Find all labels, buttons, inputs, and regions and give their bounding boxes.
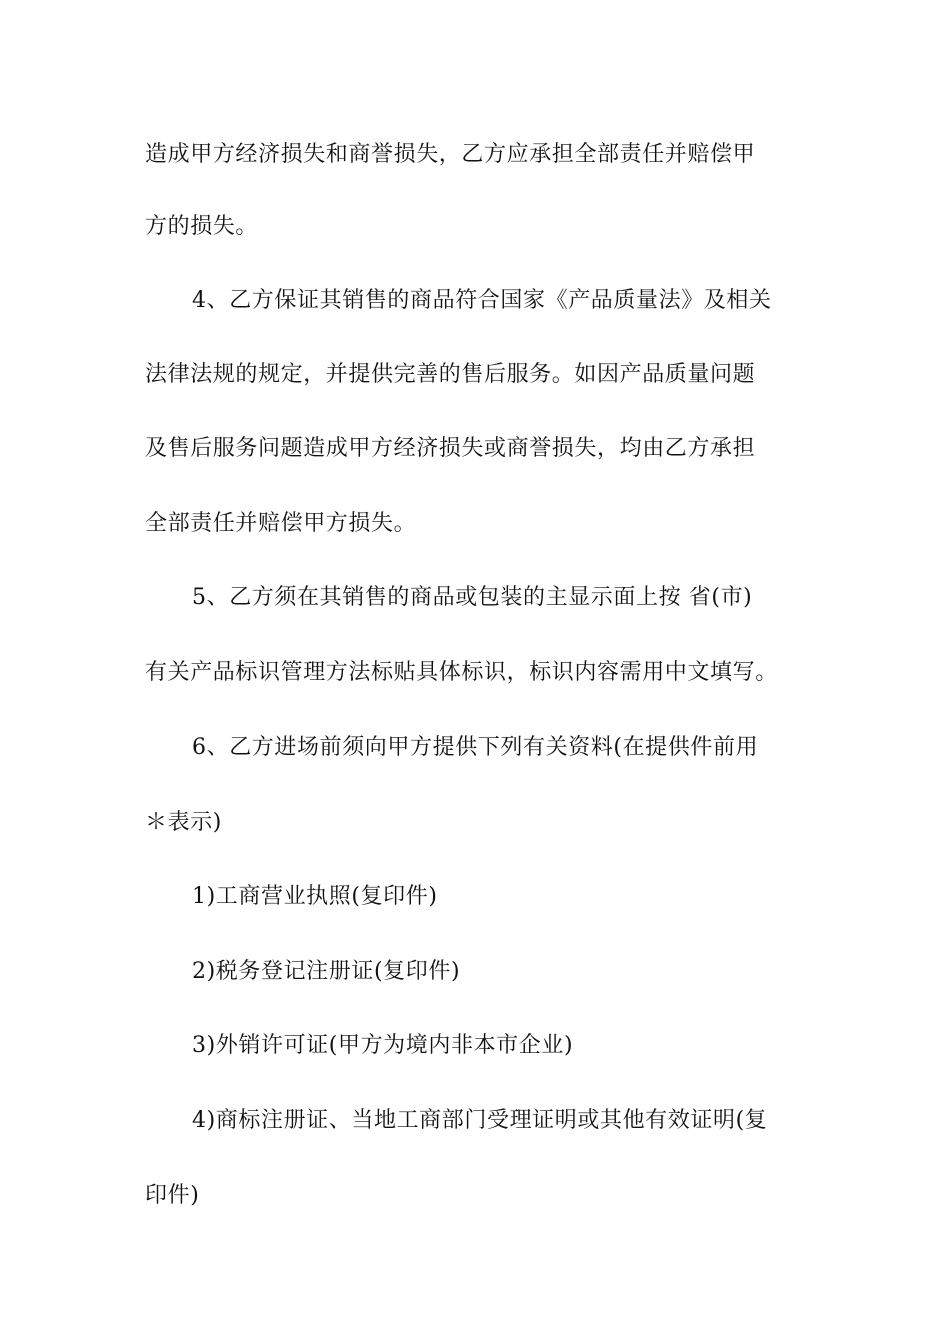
text-line: ＊表示) (145, 810, 222, 835)
list-item: 4)商标注册证、当地工商部门受理证明或其他有效证明(复 (192, 1108, 768, 1133)
text-line: 方的损失。 (145, 214, 259, 239)
text-line: 造成甲方经济损失和商誉损失，乙方应承担全部责任并赔偿甲 (145, 142, 756, 167)
text-line: 全部责任并赔偿甲方损失。 (145, 511, 417, 536)
text-line: 及售后服务问题造成甲方经济损失或商誉损失，均由乙方承担 (145, 436, 756, 461)
list-item: 3)外销许可证(甲方为境内非本市企业) (192, 1033, 574, 1058)
list-item: 2)税务登记注册证(复印件) (192, 959, 461, 984)
text-line: 法律法规的规定，并提供完善的售后服务。如因产品质量问题 (145, 362, 756, 387)
text-line: 有关产品标识管理方法标贴具体标识，标识内容需用中文填写。 (145, 660, 778, 685)
list-item: 1)工商营业执照(复印件) (192, 884, 438, 909)
paragraph-item-5: 5、乙方须在其销售的商品或包装的主显示面上按 省(市) (192, 585, 753, 610)
text-line: 印件) (145, 1183, 200, 1208)
paragraph-item-4: 4、乙方保证其销售的商品符合国家《产品质量法》及相关 (192, 288, 772, 313)
paragraph-item-6: 6、乙方进场前须向甲方提供下列有关资料(在提供件前用 (192, 735, 759, 760)
